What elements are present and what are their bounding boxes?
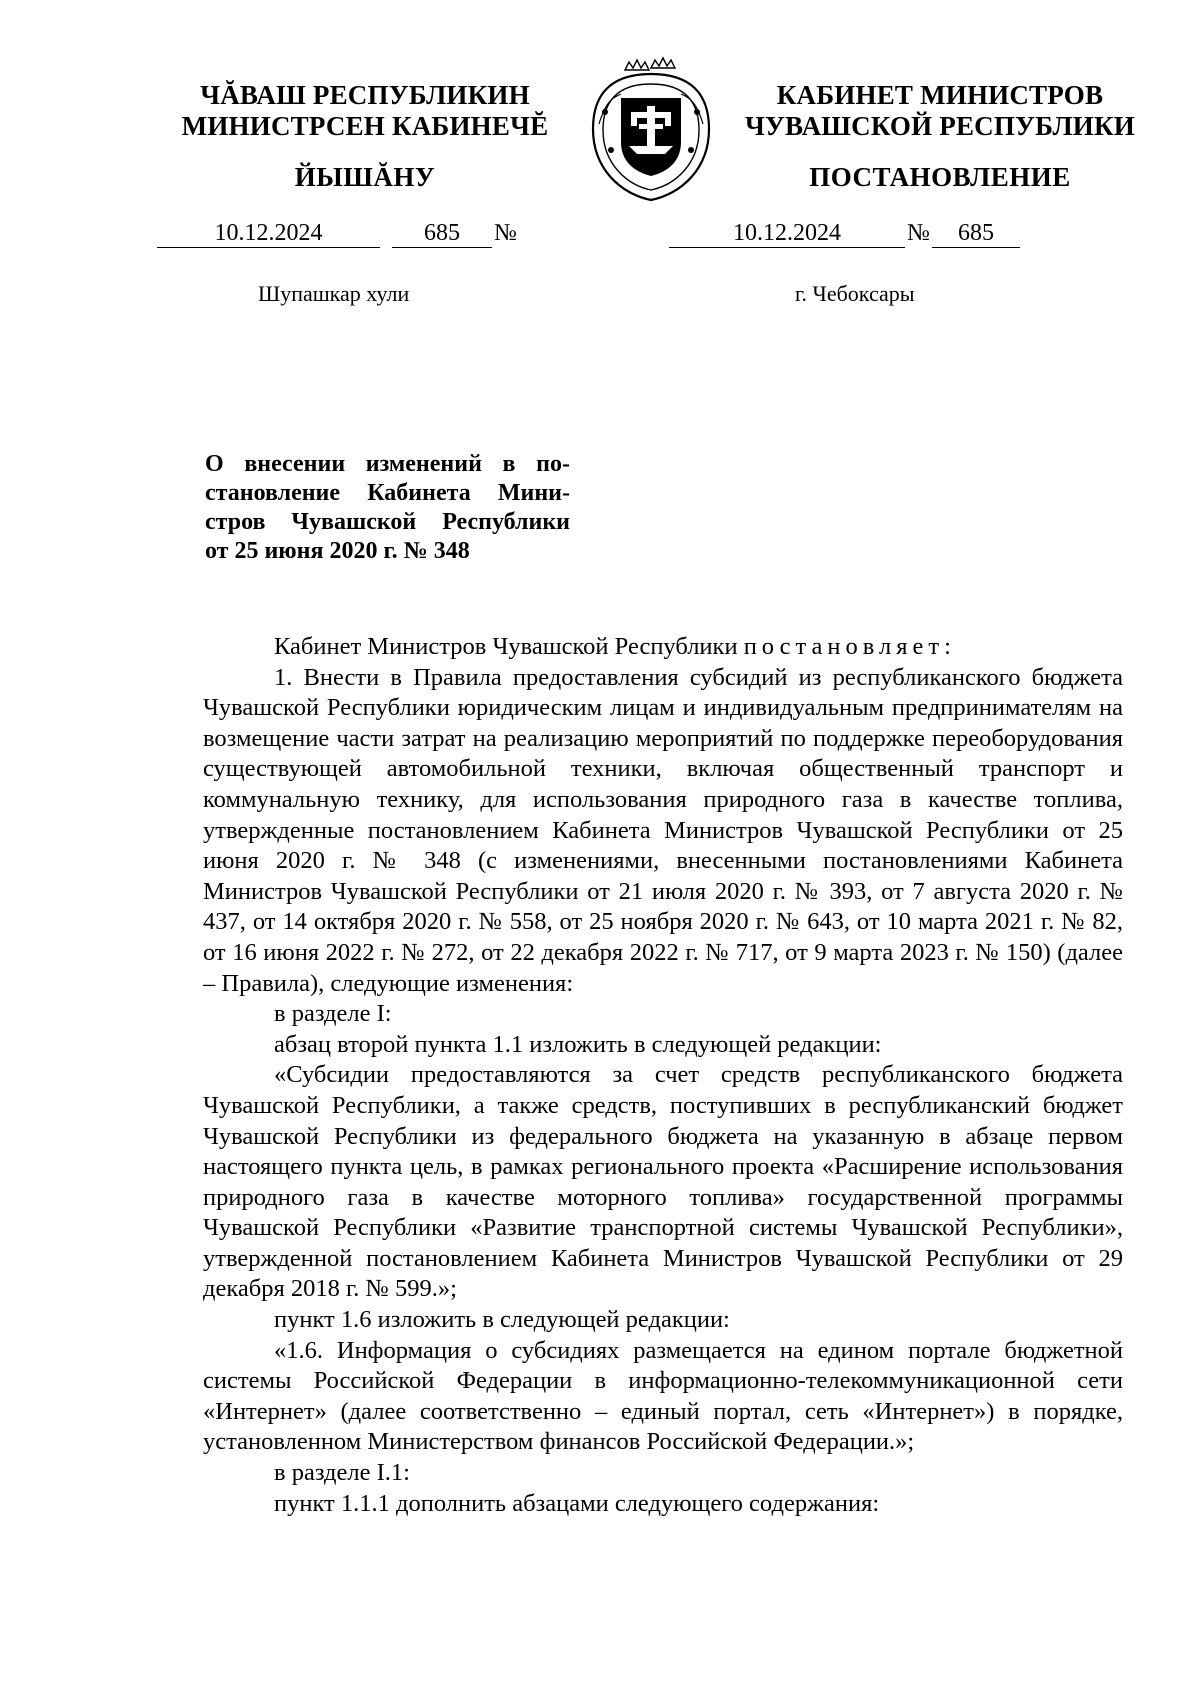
paragraph-4: «Субсидии предоставляются за счет средств республиканского бюджета Чувашской Республики, а также средств, поступивших в республиканский бюджет Чувашской Республики из федерального бюджета на указанную в абзаце первом настоящего пункта цель, в рамках регионального проекта «Расширение использования природного газа в качестве моторного топлива» государственной программы Чувашской Республики «Развитие транспортной системы Чувашской Республики», утвержденной постановлением Кабинета Министров Чувашской Республики от 29 декабря 2018 г. № 599.»; [203, 1061, 1123, 1303]
left-date-field: 10.12.2024 [157, 219, 380, 248]
subject-line: стров Чувашской Республики [205, 509, 570, 535]
right-date-field: 10.12.2024 [669, 219, 905, 248]
intro-paragraph [203, 632, 1123, 663]
subject-line: О внесении изменений в по- [205, 451, 570, 477]
header-right-doc-type: ПОСТАНОВЛЕНИЕ [809, 162, 1071, 192]
header-left-title-line1: ЧĂВАШ РЕСПУБЛИКИН [200, 80, 530, 110]
paragraph-8: пункт 1.1.1 дополнить абзацами следующего содержания: [274, 1489, 880, 1517]
header-left-doc-type: ЙЫШĂНУ [294, 162, 436, 192]
intro-text: Кабинет Министров Чувашской Республики [274, 633, 744, 660]
header-right-title-line1: КАБИНЕТ МИНИСТРОВ [776, 80, 1104, 110]
header-right-title-line2: ЧУВАШСКОЙ РЕСПУБЛИКИ [745, 111, 1135, 141]
subject-line: от 25 июня 2020 г. № 348 [205, 538, 470, 564]
left-city: Шупашкар хули [258, 281, 410, 306]
left-number-label: № [494, 220, 517, 246]
header-right-title [720, 80, 1160, 142]
paragraph-2: в разделе I: [274, 1000, 392, 1028]
intro-resolves: постановляет: [743, 633, 956, 660]
right-city: г. Чебоксары [795, 281, 915, 306]
paragraph-5: пункт 1.6 изложить в следующей редакции: [274, 1306, 730, 1334]
document-body [203, 632, 1123, 1519]
header-left-title-line2: МИНИСТРСЕН КАБИНЕЧĔ [181, 111, 549, 141]
header-left-title [150, 80, 580, 142]
paragraph-3: абзац второй пункта 1.1 изложить в следующей редакции: [274, 1030, 882, 1058]
paragraph-6: «1.6. Информация о субсидиях размещается на едином портале бюджетной системы Российской Федерации в информационно-телекоммуникационной сети «Интернет» (далее соответственно – единый портал, сеть «Интернет») в порядке, установленном Министерством финансов Российской Федерации.»; [203, 1336, 1123, 1456]
subject-line: становление Кабинета Мини- [205, 480, 570, 506]
right-number-label: № [907, 220, 930, 246]
paragraph-7: в разделе I.1: [274, 1459, 410, 1487]
document-subject [205, 450, 570, 566]
paragraph-1: 1. Внести в Правила предоставления субсидий из республиканского бюджета Чувашской Республики юридическим лицам и индивидуальным предпринимателям на возмещение части затрат на реализацию мероприятий по поддержке переоборудования существующей автомобильной техники, включая общественный транспорт и коммунальную технику, для использования природного газа в качестве топлива, утвержденные постановлением Кабинета Министров Чувашской Республики от 25 июня 2020 г. № 348 (с изменениями, внесенными постановлениями Кабинета Министров Чувашской Республики от 21 июля 2020 г. № 393, от 7 августа 2020 г. № 437, от 14 октября 2020 г. № 558, от 25 ноября 2020 г. № 643, от 10 марта 2021 г. № 82, от 16 июня 2022 г. № 272, от 22 декабря 2022 г. № 717, от 9 марта 2023 г. № 150) (далее – Правила), следующие изменения: [203, 663, 1123, 997]
left-number-field: 685 [392, 219, 492, 248]
right-number-field: 685 [932, 219, 1020, 248]
chuvash-coat-of-arms-icon [581, 54, 721, 204]
